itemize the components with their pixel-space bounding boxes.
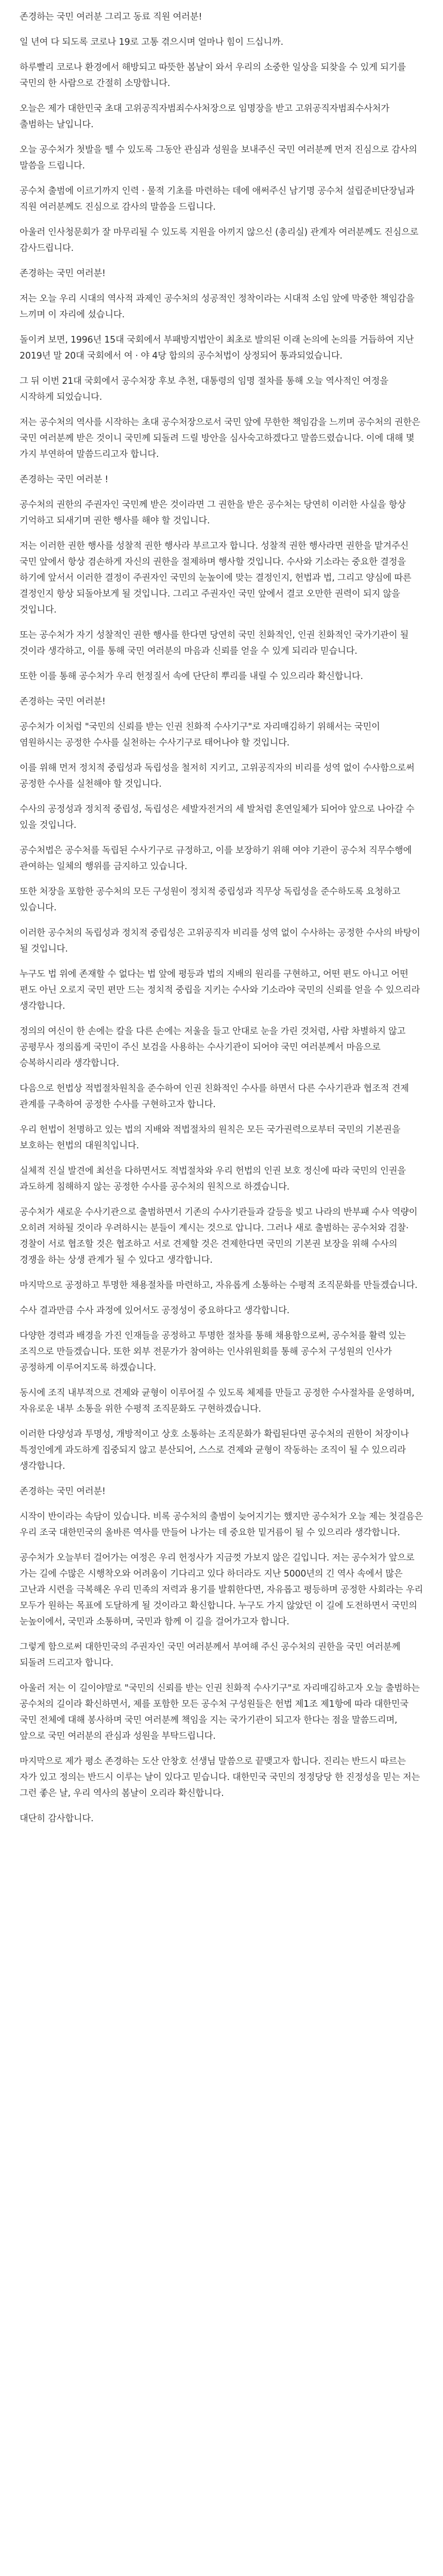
paragraph: 이를 위해 먼저 정치적 중립성과 독립성을 철저히 지키고, 고위공직자의 비리를 성역 없이 수사함으로써 공정한 수사를 실천해야 할 것입니다. [20, 763, 415, 789]
paragraph: 공수처가 오늘부터 걸어가는 여정은 우리 헌정사가 지금껏 가보지 않은 길입니다. 저는 공수처가 앞으로 가는 길에 수많은 시행착오와 어려움이 기다리고 있다 하더라도 지난 5000년의 긴 역사 속에서 많은 고난과 시련을 극복해온 우리 민족의 저력과 용기를 발휘한다면, 자유롭고 평등하며 공정한 사회라는 우리 모두가 원하는 목표에 도달하게 될 것이라고 확신합니다. 누구도 가지 않았던 이 길에 도전하면서 국민의 눈높이에서, 국민과 소통하며, 국민과 함께 이 길을 걸어가고자 합니다. [20, 1553, 423, 1627]
paragraph: 수사의 공정성과 정치적 중립성, 독립성은 세발자전거의 세 발처럼 혼연일체가 되어야 앞으로 나아갈 수 있을 것입니다. [20, 804, 415, 831]
paragraph: 또한 처장을 포함한 공수처의 모든 구성원이 정치적 중립성과 직무상 독립성을 준수하도록 요청하고 있습니다. [20, 887, 401, 913]
paragraph: 오늘 공수처가 첫발을 뗄 수 있도록 그동안 관심과 성원을 보내주신 국민 여러분께 먼저 진심으로 감사의 말씀을 드립니다. [20, 145, 417, 171]
paragraph: 실체적 진실 발견에 최선을 다하면서도 적법절차와 우리 헌법의 인권 보호 정신에 따라 국민의 인권을 과도하게 침해하지 않는 공정한 수사를 공수처의 원칙으로 하겠습니다. [20, 1166, 406, 1192]
paragraph: 저는 공수처의 역사를 시작하는 초대 공수처장으로서 국민 앞에 무한한 책임감을 느끼며 공수처의 권한은 국민 여러분께 받은 것이니 국민께 되돌려 드릴 방안을 심사숙고하겠다고 말씀드렸습니다. 이에 대해 몇 가지 부연하여 말씀드리고자 합니다. [20, 417, 420, 460]
paragraph: 공수처가 이처럼 "국민의 신뢰를 받는 인권 친화적 수사기구"로 자리매김하기 위해서는 국민이 염원하시는 공정한 수사를 실천하는 수사기구로 태어나야 할 것입니다. [20, 722, 380, 748]
paragraph: 저는 오늘 우리 시대의 역사적 과제인 공수처의 성공적인 정착이라는 시대적 소임 앞에 막중한 책임감을 느끼며 이 자리에 섰습니다. [20, 294, 415, 320]
paragraph: 동시에 조직 내부적으로 견제와 균형이 이루어질 수 있도록 체제를 만들고 공정한 수사절차를 운영하며, 자유로운 내부 소통을 위한 수평적 조직문화도 구현하겠습니다. [20, 1388, 415, 1414]
section-greeting: 존경하는 국민 여러분! [20, 268, 106, 279]
closing-remark: 대단히 감사합니다. [20, 1814, 94, 1824]
paragraph: 아울러 인사청문회가 잘 마무리될 수 있도록 지원을 아끼지 않으신 (총리실) 관계자 여러분께도 진심으로 감사드립니다. [20, 227, 419, 253]
paragraph: 또는 공수처가 자기 성찰적인 권한 행사를 한다면 당연히 국민 친화적인, 인권 친화적인 국가기관이 될 것이라 생각하고, 이를 통해 국민 여러분의 마음과 신뢰를 얻을 수 있게 되리라 믿습니다. [20, 630, 409, 656]
paragraph: 존경하는 국민 여러분 그리고 동료 직원 여러분! [20, 12, 202, 22]
paragraph: 돌이켜 보면, 1996년 15대 국회에서 부패방지법안이 최초로 발의된 이래 논의에 논의를 거듭하여 지난 2019년 말 20대 국회에서 여 · 야 4당 합의의 공수처법이 상정되어 통과되었습니다. [20, 335, 414, 361]
paragraph: 일 년여 다 되도록 코로나 19로 고통 겪으시며 얼마나 힘이 드십니까. [20, 37, 283, 47]
paragraph: 수사 결과만큼 수사 과정에 있어서도 공정성이 중요하다고 생각합니다. [20, 1306, 290, 1316]
paragraph: 다양한 경력과 배경을 가진 인재들을 공정하고 투명한 절차를 통해 채용함으로써, 공수처를 활력 있는 조직으로 만들겠습니다. 또한 외부 전문가가 참여하는 인사위원회를 통해 공수처 구성원의 인사가 공정하게 이루어지도록 하겠습니다. [20, 1331, 406, 1373]
paragraph: 공수처 출범에 이르기까지 인력 · 물적 기초를 마련하는 데에 애써주신 남기명 공수처 설립준비단장님과 직원 여러분께도 진심으로 감사의 말씀을 드립니다. [20, 186, 415, 212]
paragraph: 또한 이를 통해 공수처가 우리 헌정질서 속에 단단히 뿌리를 내릴 수 있으리라 확신합니다. [20, 671, 363, 682]
section-greeting: 존경하는 국민 여러분! [20, 697, 106, 707]
paragraph: 누구도 법 위에 존재할 수 없다는 법 앞에 평등과 법의 지배의 원리를 구현하고, 어떤 편도 아니고 어떤 편도 아닌 오로지 국민 편만 드는 정치적 중립을 지키는 수사와 기소라야 국민의 신뢰를 얻을 수 있으리라 생각합니다. [20, 969, 420, 1011]
paragraph: 마지막으로 제가 평소 존경하는 도산 안창호 선생님 말씀으로 끝맺고자 합니다. 진리는 반드시 따르는 자가 있고 정의는 반드시 이루는 날이 있다고 믿습니다. 대한민국 국민의 정정당당 한 진정성을 믿는 저는 그런 좋은 날, 우리 역사의 봄날이 오리라 확신합니다. [20, 1756, 420, 1799]
paragraph: 저는 이러한 권한 행사를 성찰적 권한 행사라 부르고자 합니다. 성찰적 권한 행사라면 권한을 맡겨주신 국민 앞에서 항상 겸손하게 자신의 권한을 절제하며 행사할 것입니다. 수사와 기소라는 중요한 결정을 하기에 앞서서 이러한 결정이 주권자인 국민의 눈높이에 맞는 결정인지, 헌법과 법, 그리고 양심에 따른 결정인지 항상 되돌아보게 될 것입니다. 그리고 주권자인 국민 앞에서 결코 오만한 권력이 되지 않을 것입니다. [20, 541, 412, 615]
paragraph: 이러한 다양성과 투명성, 개방적이고 상호 소통하는 조직문화가 확립된다면 공수처의 권한이 처장이나 특정인에게 과도하게 집중되지 않고 분산되어, 스스로 견제와 균형이 작동하는 조직이 될 수 있으리라 생각합니다. [20, 1429, 409, 1471]
paragraph: 마지막으로 공정하고 투명한 채용절차를 마련하고, 자유롭게 소통하는 수평적 조직문화를 만들겠습니다. [20, 1280, 418, 1291]
paragraph: 공수처의 권한의 주권자인 국민께 받은 것이라면 그 권한을 받은 공수처는 당연히 이러한 사실을 항상 기억하고 되새기며 권한 행사를 해야 할 것입니다. [20, 500, 406, 526]
paragraph: 아울러 저는 이 길이야말로 "국민의 신뢰를 받는 인권 친화적 수사기구"로 자리매김하고자 오늘 출범하는 공수처의 길이라 확신하면서, 제를 포함한 모든 공수처 구성원들은 헌법 제1조 제1항에 따라 대한민국 국민 전체에 대해 봉사하며 국민 여러분께 책임을 지는 국가기관이 되고자 한다는 점을 말씀드리며, 앞으로 국민 여러분의 관심과 성원을 부탁드립니다. [20, 1683, 420, 1741]
section-greeting: 존경하는 국민 여러분 ! [20, 474, 109, 485]
section-greeting: 존경하는 국민 여러분! [20, 1486, 106, 1497]
paragraph: 그렇게 함으로써 대한민국의 주권자인 국민 여러분께서 부여해 주신 공수처의 권한을 국민 여러분께 되돌려 드리고자 합니다. [20, 1642, 401, 1668]
paragraph: 이러한 공수처의 독립성과 정치적 중립성은 고위공직자 비리를 성역 없이 수사하는 공정한 수사의 바탕이 될 것입니다. [20, 928, 420, 954]
paragraph: 정의의 여신이 한 손에는 칼을 다른 손에는 저울을 들고 안대로 눈을 가린 것처럼, 사람 차별하지 않고 공평무사 정의롭게 국민이 주신 보검을 사용하는 수사기관이 되어야 국민 여러분께서 마음으로 승복하시리라 생각합니다. [20, 1026, 406, 1069]
paragraph: 오늘은 제가 대한민국 초대 고위공직자범죄수사처장으로 임명장을 받고 고위공직자범죄수사처가 출범하는 날입니다. [20, 104, 389, 130]
paragraph: 공수처가 새로운 수사기관으로 출범하면서 기존의 수사기관들과 갈등을 빚고 나라의 반부패 수사 역량이 오히려 저하될 것이라 우려하시는 분들이 계시는 것으로 압니다. 그러나 새로 출범하는 공수처와 검찰·경찰이 서로 협조할 것은 협조하고 서로 견제할 것은 견제한다면 국민의 기본권 보장을 위해 수사의 경쟁을 하는 상생 관계가 될 수 있다고 생각합니다. [20, 1207, 418, 1265]
paragraph: 시작이 반이라는 속담이 있습니다. 비록 공수처의 출범이 늦어지기는 했지만 공수처가 오늘 제는 첫걸음은 우리 조국 대한민국의 올바른 역사를 만들어 나가는 데 중요한 밑거름이 될 수 있으리라 생각합니다. [20, 1512, 423, 1538]
paragraph: 다음으로 헌법상 적법절차원칙을 준수하여 인권 친화적인 수사를 하면서 다른 수사기관과 협조적 견제 관계를 구축하여 공정한 수사를 구현하고자 합니다. [20, 1083, 409, 1110]
paragraph: 공수처법은 공수처를 독립된 수사기구로 규정하고, 이를 보장하기 위해 여야 기관이 공수처 직무수행에 관여하는 일체의 행위를 금지하고 있습니다. [20, 845, 412, 872]
paragraph: 그 뒤 이번 21대 국회에서 공수처장 후보 추천, 대통령의 임명 절차를 통해 오늘 역사적인 여정을 시작하게 되었습니다. [20, 376, 388, 402]
paragraph: 우리 헌법이 천명하고 있는 법의 지배와 적법절차의 원칙은 모든 국가권력으로부터 국민의 기본권을 보호하는 헌법의 대원칙입니다. [20, 1125, 401, 1151]
paragraph: 하루빨리 코로나 환경에서 해방되고 따뜻한 봄날이 와서 우리의 소중한 일상을 되찾을 수 있게 되기를 국민의 한 사람으로 간절히 소망합니다. [20, 62, 406, 89]
